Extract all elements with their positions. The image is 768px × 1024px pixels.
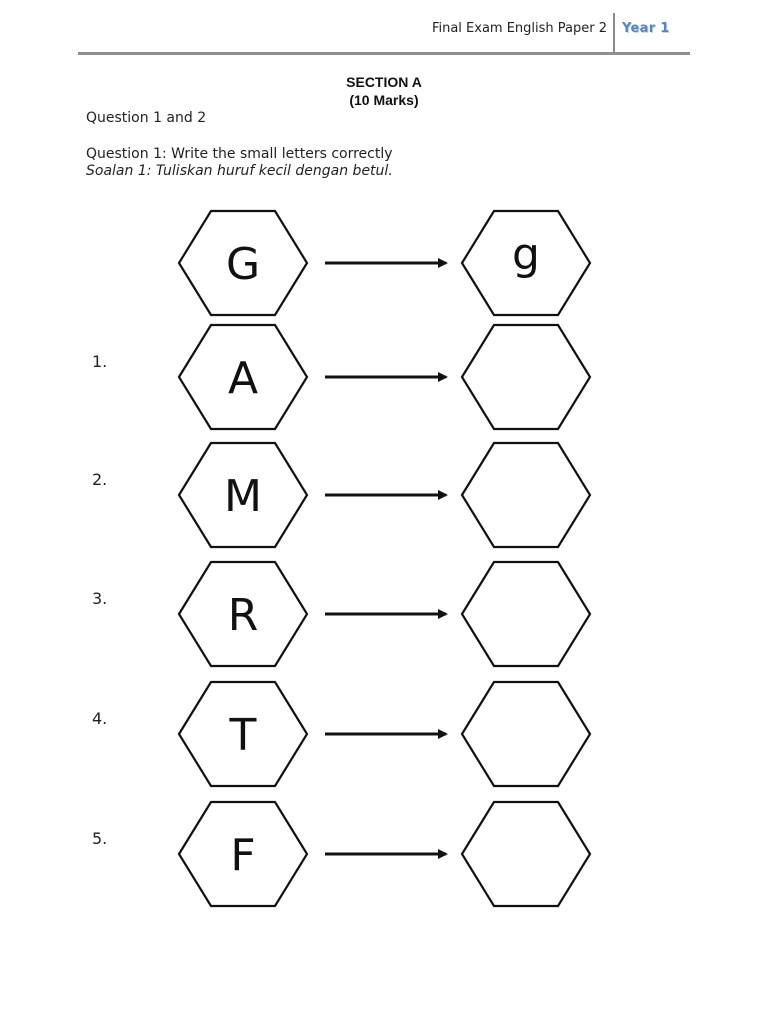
answer-box-3[interactable] xyxy=(462,562,590,666)
capital-letter: G xyxy=(225,239,261,290)
question-number: 3. xyxy=(92,589,108,608)
capital-letter: A xyxy=(227,353,259,404)
question-range: Question 1 and 2 xyxy=(86,110,207,126)
question-number: 4. xyxy=(92,709,108,728)
question-number: 2. xyxy=(92,470,108,489)
capital-letter: T xyxy=(229,710,257,761)
small-letter: g xyxy=(512,229,540,280)
question-1-instruction: Question 1: Write the small letters correctly xyxy=(86,146,393,162)
question-number: 5. xyxy=(92,829,108,848)
answer-box-5[interactable] xyxy=(462,802,590,906)
section-marks: (10 Marks) xyxy=(349,92,419,108)
year-label: Year 1 xyxy=(622,21,670,36)
capital-letter: R xyxy=(227,590,259,641)
answer-box-4[interactable] xyxy=(462,682,590,786)
answer-box-1[interactable] xyxy=(462,325,590,429)
section-title: SECTION A xyxy=(346,74,422,90)
question-number: 1. xyxy=(92,352,108,371)
answer-box-2[interactable] xyxy=(462,443,590,547)
paper-title: Final Exam English Paper 2 xyxy=(431,21,607,36)
capital-letter: M xyxy=(224,471,262,522)
question-1-instruction-malay: Soalan 1: Tuliskan huruf kecil dengan betul. xyxy=(86,163,393,179)
capital-letter: F xyxy=(230,830,256,881)
